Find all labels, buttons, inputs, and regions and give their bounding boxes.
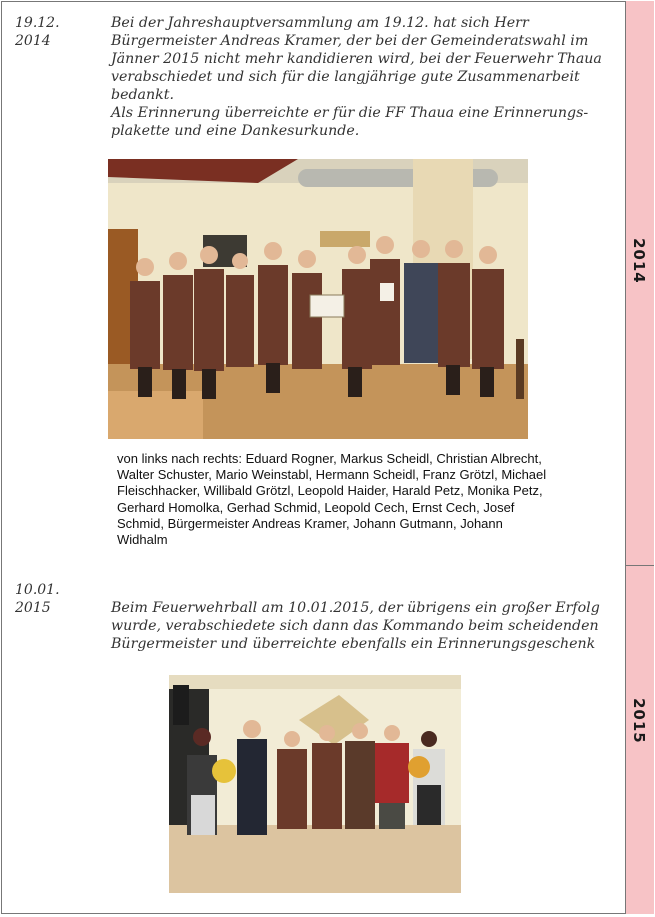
entry2-date-day: 10.01. <box>15 582 60 598</box>
entry1-text <box>111 14 623 140</box>
entry2-text <box>111 599 623 653</box>
entry2-date <box>15 581 60 617</box>
entry1-paragraph1: Bei der Jahreshauptversammlung am 19.12. hat sich Herr Bürgermeister Andreas Kramer, der bei der Gemeinderatswahl im Jänner 2015 nicht mehr kandidieren wird, bei der Feuerwehr Thaua verabschiedet und sich für die langjährige gute Zusammenarbeit bedankt. <box>111 15 602 103</box>
year-label-2014: 2014 <box>630 238 648 284</box>
entry2-paragraph1: Beim Feuerwehrball am 10.01.2015, der übrigens ein großer Erfolg wurde, verabschiedete sich dann das Kommando beim scheidenden Bürgermeister und überreichte ebenfalls ein Erinnerungsgeschenk <box>111 600 600 652</box>
year-label-2015: 2015 <box>630 698 648 744</box>
group-photo-2014 <box>108 159 528 439</box>
entry1-date <box>15 14 60 50</box>
ball-photo-2015 <box>169 675 461 893</box>
year-divider <box>626 565 654 566</box>
photo-caption-2014: von links nach rechts: Eduard Rogner, Markus Scheidl, Christian Albrecht, Walter Schuster, Mario Weinstabl, Hermann Scheidl, Franz Grötzl, Michael Fleischhacker, Willibald Grötzl, Leopold Haider, Harald Petz, Monika Petz, Gerhard Homolka, Gerhad Schmid, Leopold Cech, Ernst Cech, Josef Schmid, Bürgermeister Andreas Kramer, Johann Gutmann, Johann Widhalm <box>117 451 547 548</box>
entry1-date-year: 2014 <box>15 33 51 49</box>
year-sidebar <box>625 1 654 914</box>
entry1-paragraph2: Als Erinnerung überreichte er für die FF Thaua eine Erinnerungs-plakette und eine Dankesurkunde. <box>111 105 589 139</box>
entry1-date-day: 19.12. <box>15 15 60 31</box>
entry2-date-year: 2015 <box>15 600 51 616</box>
